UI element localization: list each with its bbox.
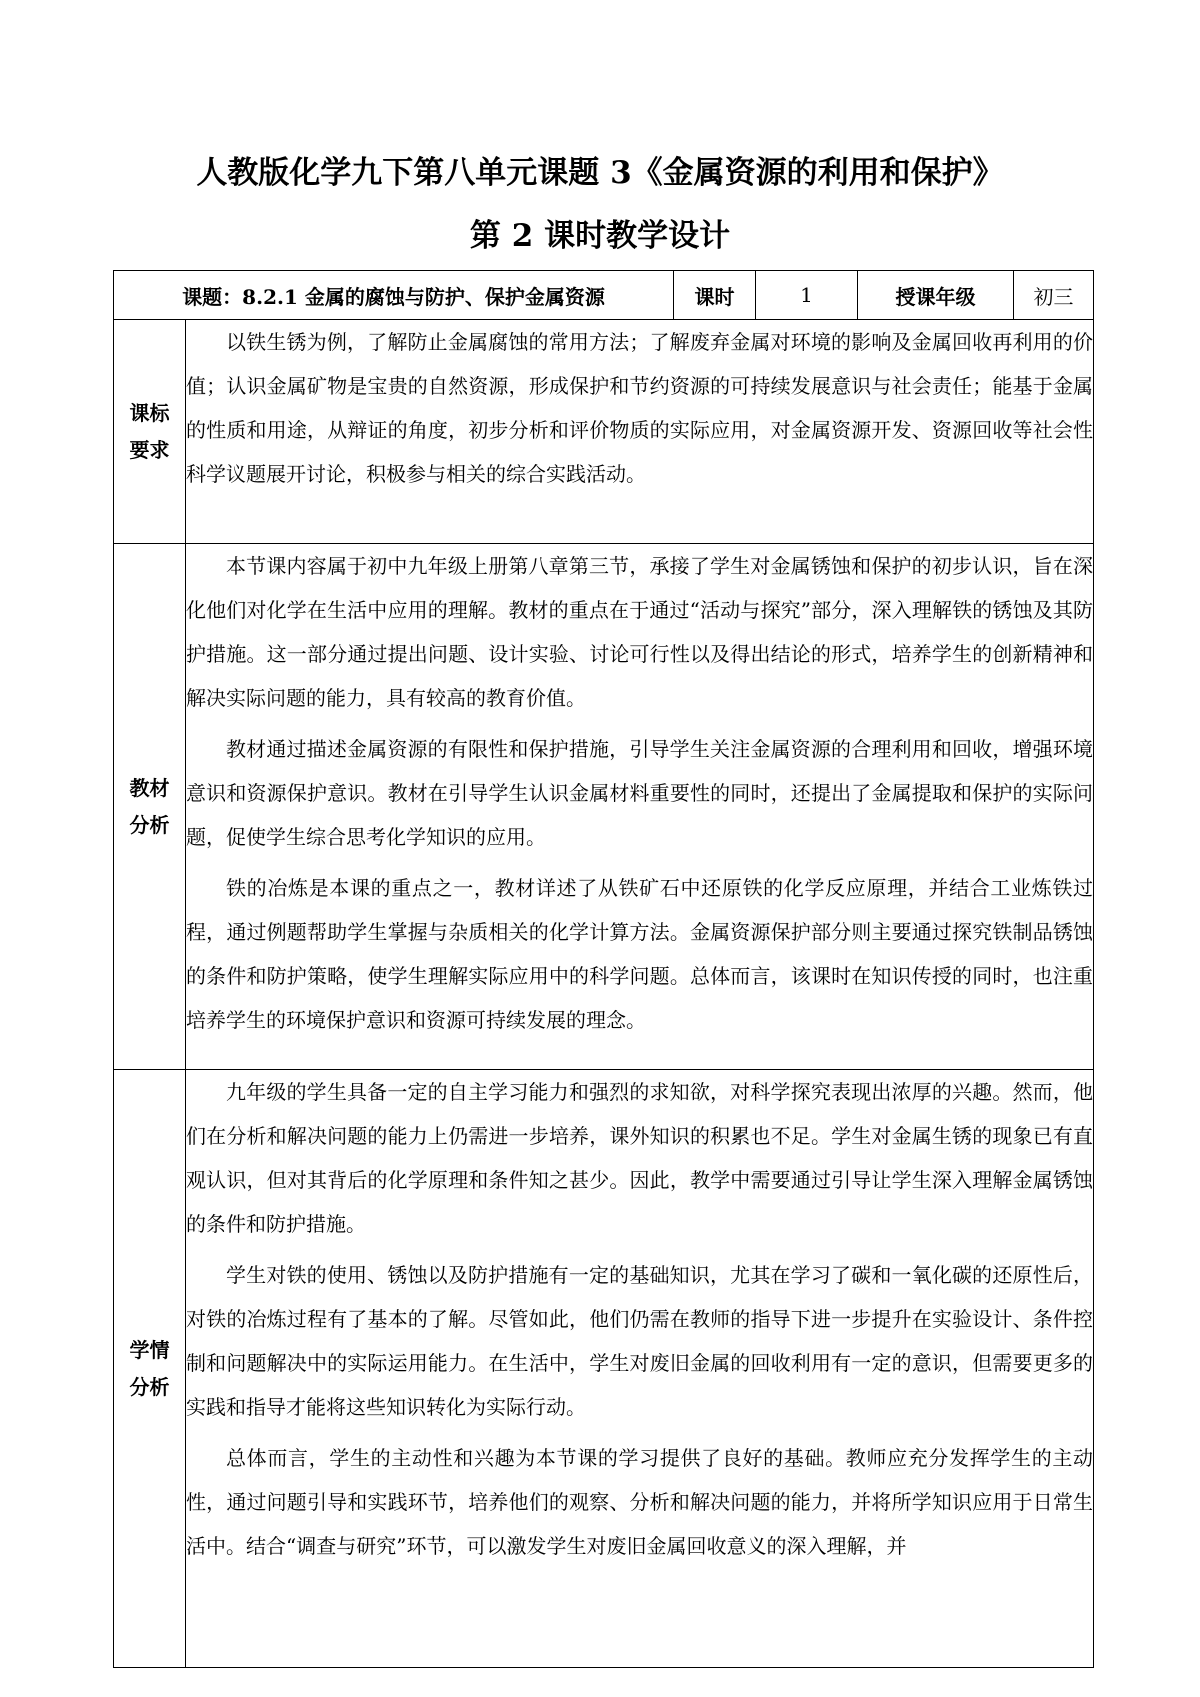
section-label-line2: 要求 (129, 437, 170, 462)
textbook-analysis-row (114, 544, 1094, 1070)
lesson-plan-table (113, 270, 1094, 1668)
student-analysis-row (114, 1070, 1094, 1668)
paragraph: 学生对铁的使用、锈蚀以及防护措施有一定的基础知识，尤其在学习了碳和一氧化碳的还原性后，对铁的冶炼过程有了基本的了解。尽管如此，他们仍需在教师的指导下进一步提升在实验设计、条件控制和问题解决中的实际运用能力。在生活中，学生对废旧金属的回收利用有一定的意识，但需要更多的实践和指导才能将这些知识转化为实际行动。 (186, 1263, 1094, 1419)
section-label-line2: 分析 (129, 812, 170, 837)
paragraph: 铁的冶炼是本课的重点之一，教材详述了从铁矿石中还原铁的化学反应原理，并结合工业炼铁过程，通过例题帮助学生掌握与杂质相关的化学计算方法。金属资源保护部分则主要通过探究铁制品锈蚀的条件和防护策略，使学生理解实际应用中的科学问题。总体而言，该课时在知识传授的同时，也注重培养学生的环境保护意识和资源可持续发展的理念。 (186, 876, 1094, 1032)
document-subtitle: 第 2 课时教学设计 (469, 218, 731, 254)
section-content (186, 320, 1094, 544)
document-title: 人教版化学九下第八单元课题 3《金属资源的利用和保护》 (196, 155, 1004, 191)
grade-label: 授课年级 (858, 271, 1014, 320)
section-label (114, 320, 186, 544)
paragraph: 总体而言，学生的主动性和兴趣为本节课的学习提供了良好的基础。教师应充分发挥学生的主动性，通过问题引导和实践环节，培养他们的观察、分析和解决问题的能力，并将所学知识应用于日常生活中。结合“调查与研究”环节，可以激发学生对废旧金属回收意义的深入理解，并 (186, 1446, 1094, 1558)
paragraph: 本节课内容属于初中九年级上册第八章第三节，承接了学生对金属锈蚀和保护的初步认识，旨在深化他们对化学在生活中应用的理解。教材的重点在于通过“活动与探究”部分，深入理解铁的锈蚀及其防护措施。这一部分通过提出问题、设计实验、讨论可行性以及得出结论的形式，培养学生的创新精神和解决实际问题的能力，具有较高的教育价值。 (186, 554, 1094, 710)
grade-value: 初三 (1014, 271, 1094, 320)
section-label (114, 1070, 186, 1668)
paragraph: 以铁生锈为例，了解防止金属腐蚀的常用方法；了解废弃金属对环境的影响及金属回收再利用的价值；认识金属矿物是宝贵的自然资源，形成保护和节约资源的可持续发展意识与社会责任；能基于金属的性质和用途，从辩证的角度，初步分析和评价物质的实际应用，对金属资源开发、资源回收等社会性科学议题展开讨论，积极参与相关的综合实践活动。 (186, 330, 1094, 486)
paragraph: 教材通过描述金属资源的有限性和保护措施，引导学生关注金属资源的合理利用和回收，增强环境意识和资源保护意识。教材在引导学生认识金属材料重要性的同时，还提出了金属提取和保护的实际问题，促使学生综合思考化学知识的应用。 (186, 737, 1094, 849)
curriculum-requirements-row (114, 320, 1094, 544)
section-label-line1: 学情 (129, 1337, 170, 1362)
section-label (114, 544, 186, 1070)
section-label-line1: 教材 (129, 775, 170, 800)
period-value: 1 (756, 271, 858, 320)
section-label-line1: 课标 (129, 400, 170, 425)
section-content (186, 1070, 1094, 1668)
header-row (114, 271, 1094, 320)
topic-cell: 课题：8.2.1 金属的腐蚀与防护、保护金属资源 (114, 271, 674, 320)
section-label-line2: 分析 (129, 1374, 170, 1399)
period-label: 课时 (674, 271, 756, 320)
paragraph: 九年级的学生具备一定的自主学习能力和强烈的求知欲，对科学探究表现出浓厚的兴趣。然而，他们在分析和解决问题的能力上仍需进一步培养，课外知识的积累也不足。学生对金属生锈的现象已有直观认识，但对其背后的化学原理和条件知之甚少。因此，教学中需要通过引导让学生深入理解金属锈蚀的条件和防护措施。 (186, 1080, 1094, 1236)
section-content (186, 544, 1094, 1070)
